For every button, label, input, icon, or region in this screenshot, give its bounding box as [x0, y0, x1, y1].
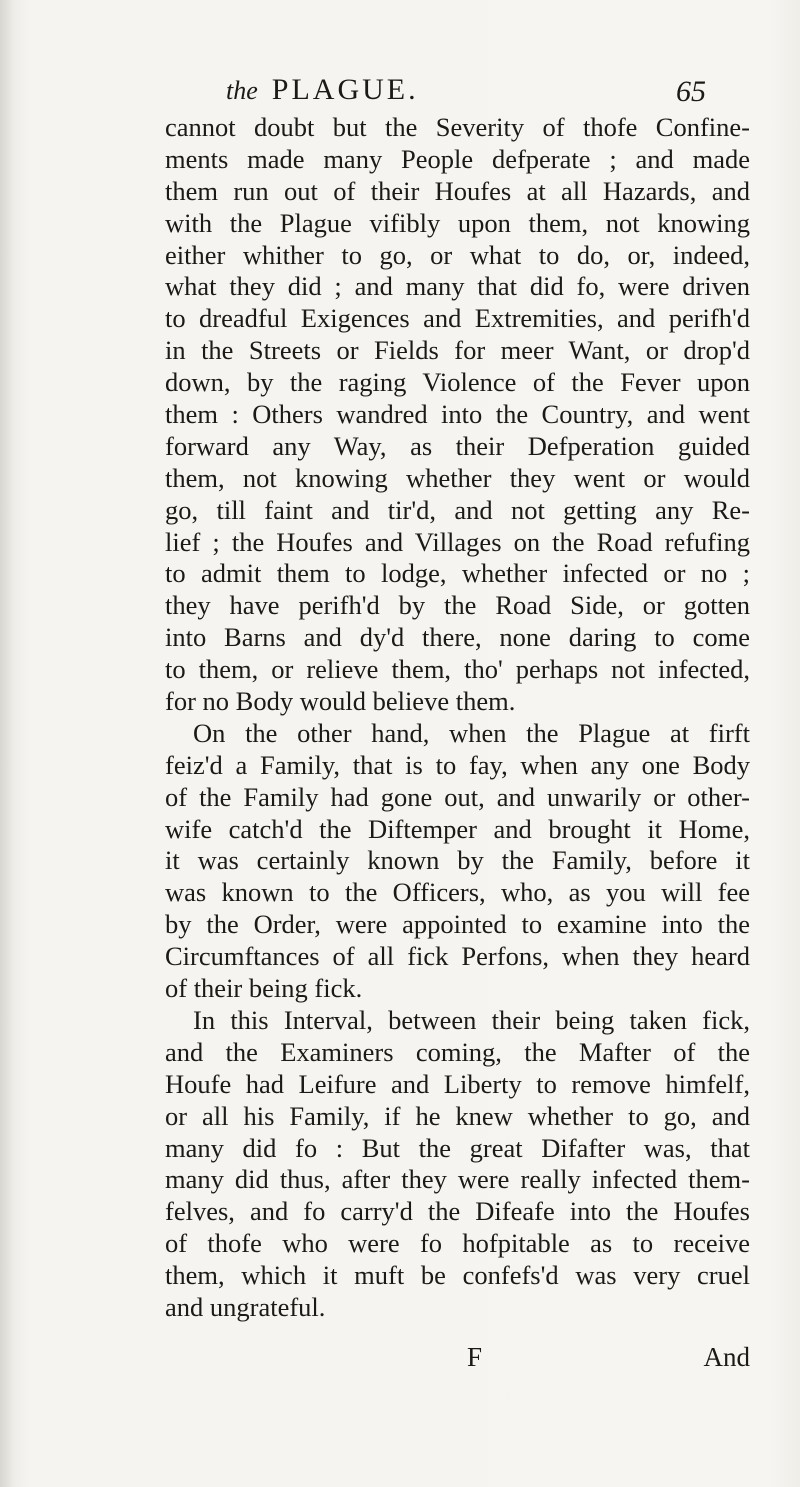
- text-line: lief ; the Houfes and Villages on the Road refufing: [165, 526, 750, 557]
- text-line: to admit them to lodge, whether infected or no ;: [165, 558, 750, 589]
- text-line: forward any Way, as their Defperation guided: [165, 430, 750, 461]
- text-line: Circumftances of all fick Perfons, when they heard: [165, 941, 750, 972]
- body-text: [165, 112, 750, 1324]
- text-line: cannot doubt but the Severity of thofe Confine-: [165, 112, 750, 142]
- text-line: Houfe had Leifure and Liberty to remove himfelf,: [165, 1068, 750, 1099]
- page-footer: [165, 1340, 750, 1374]
- text-line: or all his Family, if he knew whether to go, and: [165, 1100, 750, 1131]
- text-line: what they did ; and many that did fo, were driven: [165, 271, 750, 302]
- text-line: many did thus, after they were really infected them-: [165, 1164, 750, 1195]
- text-line: by the Order, were appointed to examine into the: [165, 909, 750, 940]
- running-head: [226, 70, 419, 111]
- page-header: [226, 70, 706, 110]
- text-line: go, till faint and tir'd, and not getting any Re-: [165, 494, 750, 525]
- running-head-the: the: [226, 76, 258, 105]
- text-line: them, which it muft be confefs'd was very cruel: [165, 1260, 750, 1291]
- paragraph-end-line: for no Body would believe them.: [165, 686, 516, 717]
- text-line: with the Plague vifibly upon them, not knowing: [165, 207, 750, 238]
- text-line: either whither to go, or what to do, or, indeed,: [165, 239, 750, 270]
- text-line: was known to the Officers, who, as you will fee: [165, 877, 750, 908]
- page-gutter-shadow: [0, 0, 14, 1487]
- text-line: of thofe who were fo hofpitable as to receive: [165, 1228, 750, 1259]
- running-head-title: PLAGUE.: [271, 73, 419, 106]
- paragraph-end-line: and ungrateful.: [165, 1291, 326, 1322]
- text-line: they have perifh'd by the Road Side, or gotten: [165, 590, 750, 621]
- text-line: feiz'd a Family, that is to fay, when any one Body: [165, 749, 750, 780]
- text-line: many did fo : But the great Difafter was, that: [165, 1132, 750, 1163]
- text-line: ments made many People defperate ; and made: [165, 143, 750, 174]
- text-line: them, not knowing whether they went or would: [165, 462, 750, 493]
- text-line: them run out of their Houfes at all Hazards, and: [165, 175, 750, 206]
- text-line: and the Examiners coming, the Mafter of the: [165, 1036, 750, 1067]
- catchword: And: [703, 1342, 750, 1372]
- text-line: wife catch'd the Diftemper and brought it Home,: [165, 813, 750, 844]
- text-line: into Barns and dy'd there, none daring to come: [165, 622, 750, 653]
- text-line: felves, and fo carry'd the Difeafe into the Houfes: [165, 1196, 750, 1227]
- page-number: 65: [676, 75, 706, 108]
- text-line: in the Streets or Fields for meer Want, or drop'd: [165, 335, 750, 366]
- paragraph-end-line: of their being fick.: [165, 973, 363, 1004]
- paragraph-start-line: On the other hand, when the Plague at firft: [193, 717, 750, 748]
- text-line: of the Family had gone out, and unwarily or other-: [165, 781, 750, 812]
- signature-mark: F: [467, 1342, 483, 1372]
- text-line: to dreadful Exigences and Extremities, and perifh'd: [165, 303, 750, 334]
- text-line: down, by the raging Violence of the Fever upon: [165, 367, 750, 398]
- text-line: it was certainly known by the Family, before it: [165, 845, 750, 876]
- text-line: to them, or relieve them, tho' perhaps not infected,: [165, 654, 750, 685]
- text-line: them : Others wandred into the Country, and went: [165, 399, 750, 430]
- paragraph-start-line: In this Interval, between their being taken fick,: [193, 1004, 750, 1035]
